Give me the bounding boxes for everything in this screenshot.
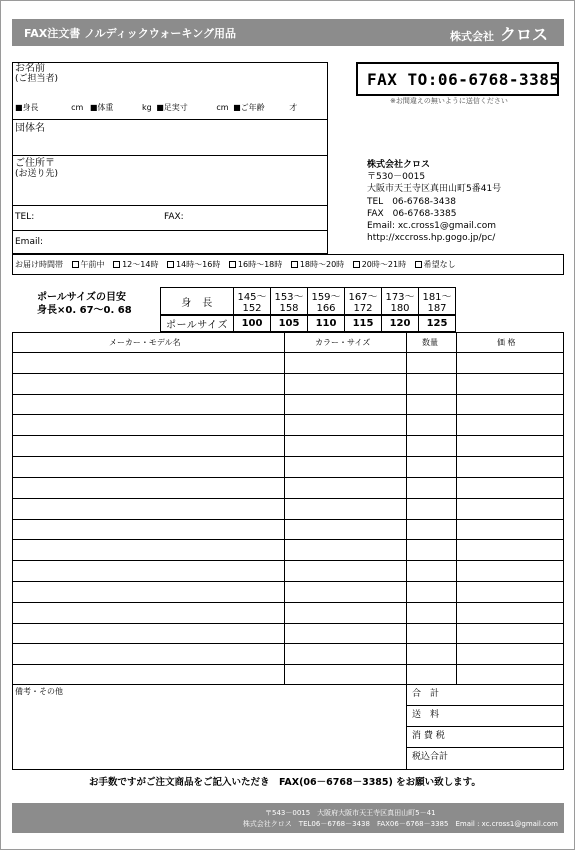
header-company (450, 22, 548, 45)
delivery-option[interactable]: 20時～21時 (353, 260, 406, 269)
table-row[interactable] (12, 456, 564, 457)
delivery-option[interactable]: 14時～16時 (167, 260, 220, 269)
pole-size-value: 115 (345, 315, 382, 332)
column-divider (284, 332, 285, 685)
table-row[interactable] (12, 602, 564, 603)
col-header-price: 価 格 (497, 338, 516, 347)
foot-unit: cm (216, 103, 229, 112)
age-unit: 才 (289, 103, 298, 112)
divider (406, 705, 564, 706)
table-row[interactable] (12, 519, 564, 520)
company-prefix: 株式会社 (449, 30, 494, 43)
pole-size-table (160, 287, 456, 332)
name-label: お名前 (15, 63, 45, 74)
company-address: 大阪市天王寺区真田山町5番41号 (367, 184, 502, 195)
height-header: 身 長 (161, 288, 234, 316)
height-unit: cm (71, 103, 84, 112)
height-range: 159～166 (308, 288, 345, 316)
table-row[interactable] (12, 373, 564, 374)
pole-size-value: 100 (234, 315, 271, 332)
tax-label: 消 費 税 (412, 731, 445, 741)
column-divider (406, 684, 407, 770)
fax-label: FAX: (164, 212, 184, 222)
delivery-option[interactable]: 午前中 (72, 260, 105, 269)
column-divider (406, 332, 407, 685)
table-row[interactable] (12, 581, 564, 582)
email-label: Email: (15, 237, 44, 247)
pole-size-value: 105 (271, 315, 308, 332)
foot-label: ■足実寸 (156, 103, 188, 112)
table-row[interactable] (12, 560, 564, 561)
divider (406, 726, 564, 727)
pole-size-formula: 身長×0. 67～0. 68 (37, 305, 132, 316)
checkbox-icon[interactable] (291, 261, 298, 268)
checkbox-icon[interactable] (72, 261, 79, 268)
height-range: 173～180 (382, 288, 419, 316)
checkbox-icon[interactable] (113, 261, 120, 268)
name-sublabel: (ご担当者) (15, 74, 59, 84)
table-row[interactable] (12, 623, 564, 624)
fax-note: ※お間違えの無いように送信ください (390, 97, 508, 105)
company-info (367, 159, 501, 244)
divider (12, 230, 328, 231)
table-row[interactable] (12, 435, 564, 436)
footer-contact: 株式会社クロス TEL06－6768－3438 FAX06－6768－3385 Email : xc.cross1@gmail.com (242, 820, 558, 828)
height-range: 153～158 (271, 288, 308, 316)
col-header-model: メーカー・モデル名 (109, 338, 181, 347)
delivery-row (15, 260, 456, 270)
footer-address: 〒543－0015 大阪府大阪市天王寺区真田山町5－41 (265, 809, 436, 817)
height-range: 145～152 (234, 288, 271, 316)
table-row[interactable] (12, 414, 564, 415)
table-row[interactable] (12, 352, 564, 353)
closing-message: お手数ですがご注文商品をご記入いただき FAX(06－6768－3385) をお願い致します。 (89, 777, 481, 788)
delivery-option[interactable]: 12～14時 (113, 260, 158, 269)
table-row[interactable] (12, 394, 564, 395)
table-row[interactable] (12, 664, 564, 665)
col-header-qty: 数量 (422, 338, 438, 347)
col-header-color-size: カラー・サイズ (315, 338, 371, 347)
grand-total-label: 税込合計 (412, 752, 449, 762)
pole-size-value: 110 (308, 315, 345, 332)
table-row[interactable] (12, 498, 564, 499)
pole-size-value: 120 (382, 315, 419, 332)
form-title: FAX注文書 ノルディックウォーキング用品 (24, 27, 236, 40)
weight-label: ■体重 (89, 103, 114, 112)
tel-label: TEL: (15, 212, 35, 222)
company-url: http://xccross.hp.gogo.jp/pc/ (367, 233, 496, 244)
height-range: 167～172 (345, 288, 382, 316)
company-info-name: 株式会社クロス (367, 160, 431, 170)
company-email: Email: xc.cross1@gmail.com (367, 221, 496, 232)
body-measurements-row[interactable] (15, 103, 297, 113)
delivery-option[interactable]: 16時～18時 (229, 260, 282, 269)
checkbox-icon[interactable] (229, 261, 236, 268)
pole-size-header: ポールサイズ (161, 315, 234, 332)
group-label: 団体名 (15, 123, 45, 134)
divider (12, 119, 328, 120)
pole-size-title: ポールサイズの目安 (37, 292, 126, 303)
height-range: 181～187 (419, 288, 456, 316)
customer-info-box (12, 62, 328, 254)
table-row[interactable] (12, 643, 564, 644)
company-tel: TEL 06-6768-3438 (367, 196, 456, 207)
company-brand: クロス (499, 25, 548, 44)
delivery-label: お届け時間帯 (15, 260, 63, 269)
divider (12, 155, 328, 156)
order-table (12, 332, 564, 685)
divider (406, 747, 564, 748)
remarks-label: 備考・その他 (15, 687, 63, 696)
column-divider (456, 332, 457, 685)
divider (12, 205, 328, 206)
table-row[interactable] (12, 539, 564, 540)
company-fax: FAX 06-6768-3385 (367, 208, 457, 219)
checkbox-icon[interactable] (167, 261, 174, 268)
table-row[interactable] (12, 477, 564, 478)
height-label: ■身長 (15, 103, 39, 112)
fax-to-box (356, 62, 559, 96)
age-label: ■ご年齢 (233, 103, 265, 112)
pole-size-value: 125 (419, 315, 456, 332)
fax-to-number: FAX TO:06-6768-3385 (367, 70, 560, 89)
header-bar (12, 19, 564, 46)
checkbox-icon[interactable] (415, 261, 422, 268)
weight-unit: kg (141, 103, 152, 112)
address-sublabel: (お送り先) (15, 169, 59, 179)
remarks-box (12, 684, 564, 770)
shipping-label: 送 料 (412, 710, 440, 720)
checkbox-icon[interactable] (353, 261, 360, 268)
company-postal: 〒530－0015 (367, 172, 426, 183)
delivery-option[interactable]: 18時～20時 (291, 260, 344, 269)
delivery-option[interactable]: 希望なし (415, 260, 456, 269)
address-label: ご住所〒 (15, 158, 55, 169)
total-label: 合 計 (412, 689, 440, 699)
footer-bar (12, 803, 564, 833)
